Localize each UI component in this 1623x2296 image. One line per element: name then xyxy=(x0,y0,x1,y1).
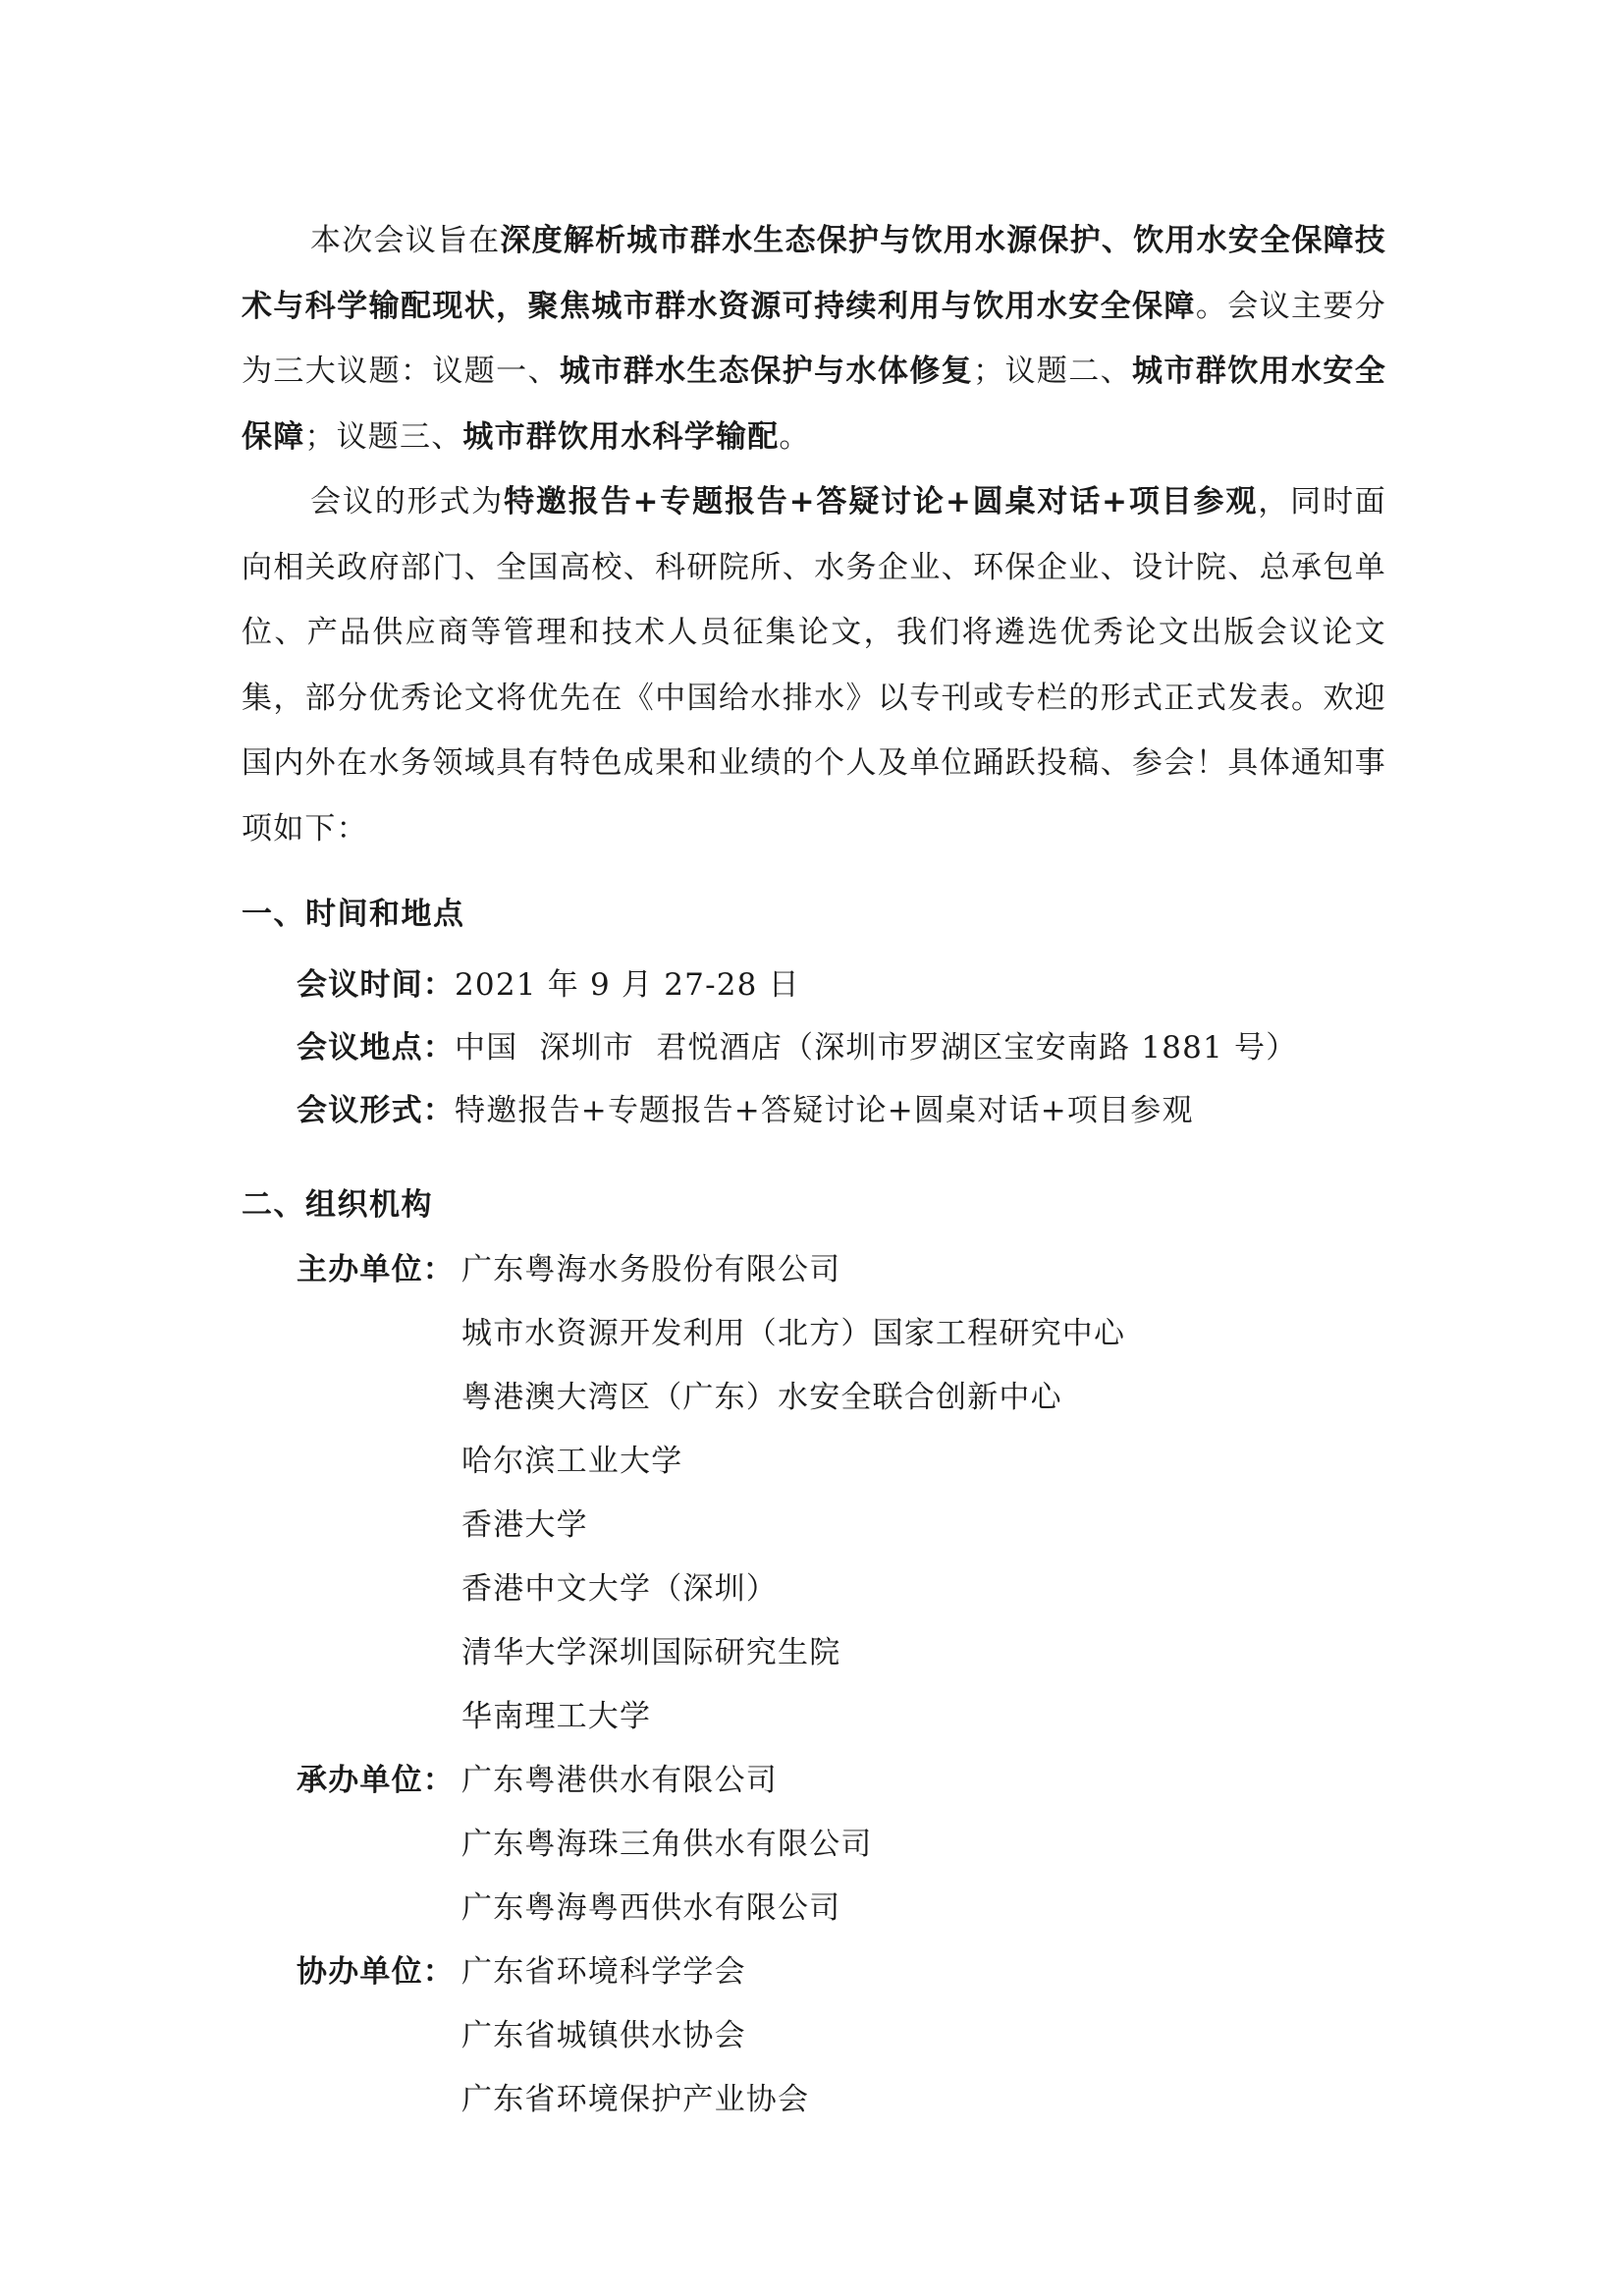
org-group-label: 主办单位： xyxy=(297,1252,455,1287)
meeting-time-label: 会议时间： xyxy=(297,967,455,1003)
org-group-label: 协办单位： xyxy=(297,1954,455,1990)
p1-run-3: 城市群水生态保护与水体修复 xyxy=(559,354,974,389)
p2-run-2: ，同时面向相关政府部门、全国高校、科研院所、水务企业、环保企业、设计院、总承包单位、产品供应商等管理和技术人员征集论文，我们将遴选优秀论文出版会议论文集，部分优秀论文将优先在《中国给水排水》以专刊或专栏的形式正式发表。欢迎国内外在水务领域具有特色成果和业绩的个人及单位踊跃投稿、参会！具体通知事项如下： xyxy=(242,484,1386,847)
org-item: 清华大学深圳国际研究生院 xyxy=(461,1635,841,1670)
org-item: 华南理工大学 xyxy=(461,1699,652,1734)
org-item: 香港中文大学（深圳） xyxy=(461,1571,778,1607)
org-items xyxy=(461,1941,1386,2132)
org-item: 广东省城镇供水协会 xyxy=(461,2018,746,2053)
section-1-title: 一、时间和地点 xyxy=(242,897,465,932)
org-item: 粤港澳大湾区（广东）水安全联合创新中心 xyxy=(461,1380,1062,1415)
section-2-title: 二、组织机构 xyxy=(242,1187,433,1223)
p2-run-1: 特邀报告+专题报告+答疑讨论+圆桌对话+项目参观 xyxy=(504,484,1259,519)
organization-list xyxy=(242,1238,1386,2132)
document-body xyxy=(242,208,1386,2132)
org-group xyxy=(242,1941,1386,2132)
meeting-place-label: 会议地点： xyxy=(297,1030,455,1066)
meeting-format-value: 特邀报告+专题报告+答疑讨论+圆桌对话+项目参观 xyxy=(455,1093,1194,1128)
org-item: 城市水资源开发利用（北方）国家工程研究中心 xyxy=(461,1316,1126,1351)
meeting-time-value: 2021 年 9 月 27-28 日 xyxy=(455,967,800,1003)
org-items xyxy=(461,1749,1386,1941)
org-item: 广东粤海水务股份有限公司 xyxy=(461,1252,841,1287)
meeting-time-row xyxy=(242,954,1386,1016)
meeting-info xyxy=(242,954,1386,1142)
meeting-format-label: 会议形式： xyxy=(297,1093,455,1128)
p1-run-1: 深度解析城市群水生态保护与饮用水源保护、饮用水安全保障技术与科学输配现状，聚焦城市群水资源可持续利用与饮用水安全保障 xyxy=(242,223,1386,324)
org-item: 香港大学 xyxy=(461,1507,588,1543)
intro-paragraph-1 xyxy=(242,208,1386,469)
org-items xyxy=(461,1238,1386,1749)
intro-paragraph-2 xyxy=(242,469,1386,861)
org-item: 广东省环境保护产业协会 xyxy=(461,2082,810,2117)
meeting-place-row xyxy=(242,1016,1386,1079)
org-item: 哈尔滨工业大学 xyxy=(461,1444,683,1479)
org-item: 广东粤港供水有限公司 xyxy=(461,1763,778,1798)
p1-run-2: 。会议主要分为三大议题：议题一、 xyxy=(242,288,1386,389)
p1-run-8: 。 xyxy=(779,418,811,455)
p1-run-6: ；议题三、 xyxy=(304,418,463,455)
meeting-format-row xyxy=(242,1079,1386,1142)
p1-run-7: 城市群饮用水科学输配 xyxy=(462,418,780,455)
org-group-label: 承办单位： xyxy=(297,1763,455,1798)
org-group xyxy=(242,1238,1386,1749)
org-item: 广东粤海粤西供水有限公司 xyxy=(461,1890,841,1926)
p2-run-0: 会议的形式为 xyxy=(310,484,505,519)
p1-run-5: 城市群饮用水安全保障 xyxy=(242,354,1386,455)
org-group xyxy=(242,1749,1386,1941)
p1-run-4: ；议题二、 xyxy=(973,354,1133,389)
org-item: 广东粤海珠三角供水有限公司 xyxy=(461,1827,873,1862)
meeting-place-value: 中国 深圳市 君悦酒店（深圳市罗湖区宝安南路 1881 号） xyxy=(455,1030,1298,1066)
p1-run-0: 本次会议旨在 xyxy=(310,223,501,258)
org-item: 广东省环境科学学会 xyxy=(461,1954,746,1990)
